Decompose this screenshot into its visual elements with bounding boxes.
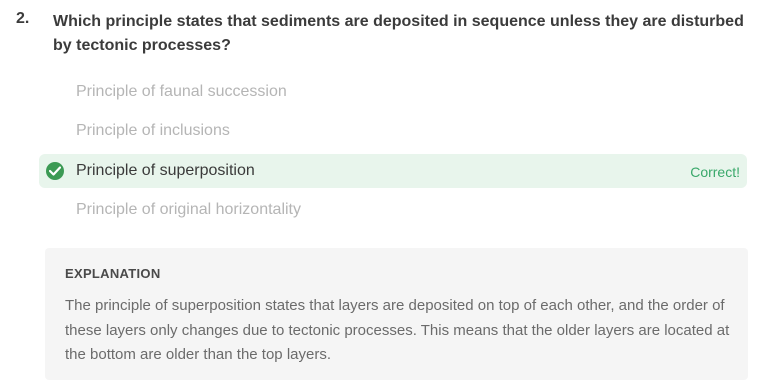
option-original-horizontality[interactable] bbox=[39, 193, 747, 227]
option-inclusions[interactable] bbox=[39, 114, 747, 148]
question-number: 2. bbox=[16, 10, 30, 27]
explanation-body: The principle of superposition states that layers are deposited on top of each other, and the order of these layers only changes due to tectonic processes. This means that the older layers are located at the bottom are older than the top layers. bbox=[65, 297, 730, 363]
option-label: Principle of inclusions bbox=[76, 122, 230, 139]
explanation-panel bbox=[45, 248, 748, 380]
option-faunal-succession[interactable] bbox=[39, 75, 747, 109]
explanation-title: EXPLANATION bbox=[65, 266, 161, 281]
correct-status: Correct! bbox=[690, 164, 740, 180]
option-label: Principle of superposition bbox=[76, 162, 255, 179]
check-circle-icon bbox=[46, 162, 64, 180]
question-text: Which principle states that sediments are deposited in sequence unless they are disturbed by tectonic processes? bbox=[53, 13, 744, 54]
option-label: Principle of faunal succession bbox=[76, 83, 287, 100]
option-label: Principle of original horizontality bbox=[76, 201, 301, 218]
option-superposition[interactable] bbox=[39, 154, 747, 188]
